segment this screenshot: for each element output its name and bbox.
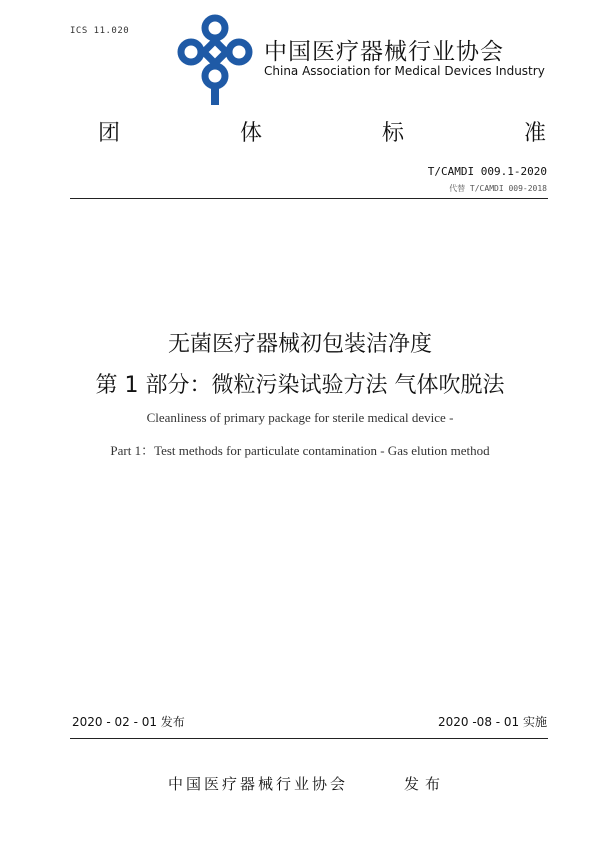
top-divider	[70, 198, 548, 199]
title-en-line1: Cleanliness of primary package for sterile medical device -	[146, 410, 454, 425]
ics-code: ICS 11.020	[70, 26, 130, 36]
title-en-line2: Part 1：Test methods for particulate contamination - Gas elution method	[110, 443, 490, 458]
replaces-standard: 代替 T/CAMDI 009-2018	[449, 184, 547, 193]
standard-type	[0, 116, 600, 146]
title-cn-line1: 无菌医疗器械初包装洁净度	[167, 332, 432, 357]
org-name-en: China Association for Medical Devices Industry	[264, 64, 545, 78]
footer-issue: 发布	[404, 775, 447, 793]
footer-org: 中国医疗器械行业协会	[168, 775, 349, 793]
standard-code: T/CAMDI 009.1-2020	[427, 165, 547, 178]
standard-type-char: 准	[524, 121, 547, 146]
association-logo-icon	[176, 12, 254, 106]
implement-date: 2020 -08 - 01 实施	[438, 715, 547, 729]
standard-type-char: 体	[240, 121, 263, 146]
publish-date: 2020 - 02 - 01 发布	[72, 715, 185, 729]
bottom-divider	[70, 738, 548, 739]
title-cn-line2: 第 1 部分：微粒污染试验方法 气体吹脱法	[95, 373, 505, 398]
footer	[0, 773, 600, 793]
org-name-cn: 中国医疗器械行业协会	[264, 39, 504, 65]
standard-type-char: 团	[98, 121, 121, 146]
standard-type-char: 标	[382, 121, 405, 146]
